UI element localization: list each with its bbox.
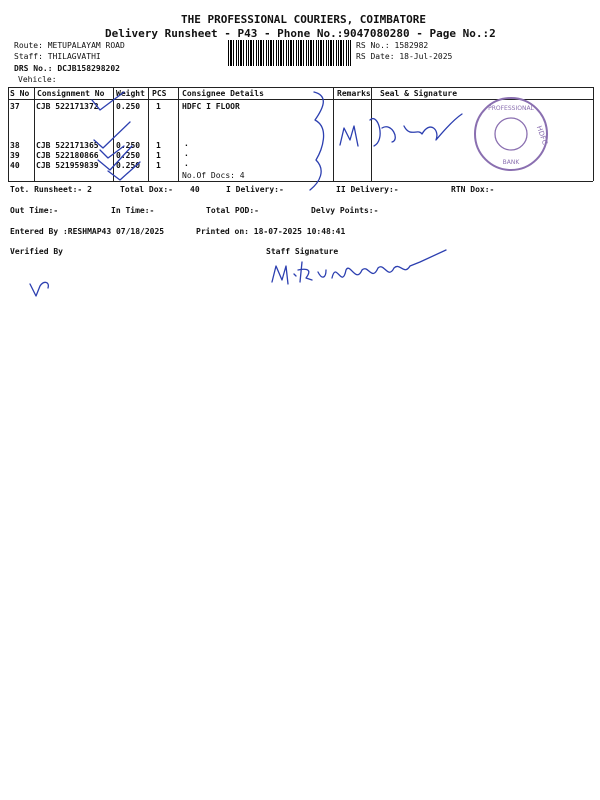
total-pod: Total POD:-	[206, 206, 259, 215]
table-row-details: .	[184, 149, 189, 158]
out-time: Out Time:-	[10, 206, 59, 215]
col-header-pcs: PCS	[152, 89, 167, 98]
table-row-sno: 38	[10, 141, 20, 150]
in-time: In Time:-	[111, 206, 155, 215]
table-row-sno: 40	[10, 161, 20, 170]
bracket-mark-icon	[310, 92, 324, 190]
table-row-details: .	[184, 159, 189, 168]
check-mark-icon	[108, 162, 140, 180]
total-dox-value: 40	[190, 185, 200, 194]
table-row-weight: 0.250	[116, 141, 141, 150]
table-row-pcs: 1	[156, 102, 161, 111]
col-header-sno: S No	[10, 89, 30, 98]
signature-icon	[272, 250, 446, 284]
table-row-details: .	[184, 139, 189, 148]
rs-date: RS Date: 18-Jul-2025	[356, 52, 453, 61]
col-header-remarks: Remarks	[337, 89, 371, 98]
runsheet-subtitle: Delivery Runsheet - P43 - Phone No.:9047080280 - Page No.:2	[105, 27, 496, 40]
table-row-sno: 37	[10, 102, 20, 111]
table-row-pcs: 1	[156, 161, 161, 170]
col-header-consignment: Consignment No	[37, 89, 105, 98]
signature-icon	[340, 126, 358, 146]
check-mark-icon	[94, 122, 130, 148]
drs-number: DRS No.: DCJB158298202	[14, 64, 120, 73]
delvy-points: Delvy Points:-	[311, 206, 379, 215]
i-delivery: I Delivery:-	[226, 185, 284, 194]
rtn-dox: RTN Dox:-	[451, 185, 495, 194]
table-row-pcs: 1	[156, 151, 161, 160]
table-row-consignment: CJB 521959839	[36, 161, 99, 170]
entered-by: Entered By :RESHMAP43 07/18/2025	[10, 227, 165, 236]
total-dox-label: Total Dox:-	[120, 185, 173, 194]
ii-delivery: II Delivery:-	[336, 185, 399, 194]
verified-mark-icon	[30, 282, 48, 296]
rs-number: RS No.: 1582982	[356, 41, 429, 50]
tot-runsheet: Tot. Runsheet:- 2	[10, 185, 92, 194]
table-row-weight: 0.250	[116, 161, 141, 170]
table-row-consignment: CJB 522171365	[36, 141, 99, 150]
verified-by: Verified By	[10, 247, 63, 256]
staff-label: Staff: THILAGVATHI	[14, 52, 101, 61]
table-row-pcs: 1	[156, 141, 161, 150]
table-row-consignment: CJB 522171372	[36, 102, 99, 111]
check-mark-icon	[98, 146, 132, 170]
table-row-consignment: CJB 522180866	[36, 151, 99, 160]
seal-text-bottom: BANK	[502, 159, 520, 166]
staff-signature-label: Staff Signature	[266, 247, 339, 256]
table-row-details: HDFC I FLOOR	[182, 102, 240, 111]
table-row-sno: 39	[10, 151, 20, 160]
col-header-consignee: Consignee Details	[182, 89, 264, 98]
table-row-weight: 0.250	[116, 102, 141, 111]
route-label: Route: METUPALAYAM ROAD	[14, 41, 125, 50]
signature-icon	[370, 114, 462, 146]
table-row-weight: 0.250	[116, 151, 141, 160]
vehicle-label: Vehicle:	[18, 75, 57, 84]
company-title: THE PROFESSIONAL COURIERS, COIMBATORE	[181, 13, 427, 26]
seal-text-top: PROFESSIONAL	[488, 105, 534, 112]
printed-on: Printed on: 18-07-2025 10:48:41	[196, 227, 346, 236]
no-of-docs: No.Of Docs: 4	[182, 171, 245, 180]
seal-text-side: HDFC	[534, 124, 549, 146]
check-mark-icon	[92, 92, 124, 110]
col-header-seal: Seal & Signature	[380, 89, 458, 98]
col-header-weight: Weight	[116, 89, 145, 98]
